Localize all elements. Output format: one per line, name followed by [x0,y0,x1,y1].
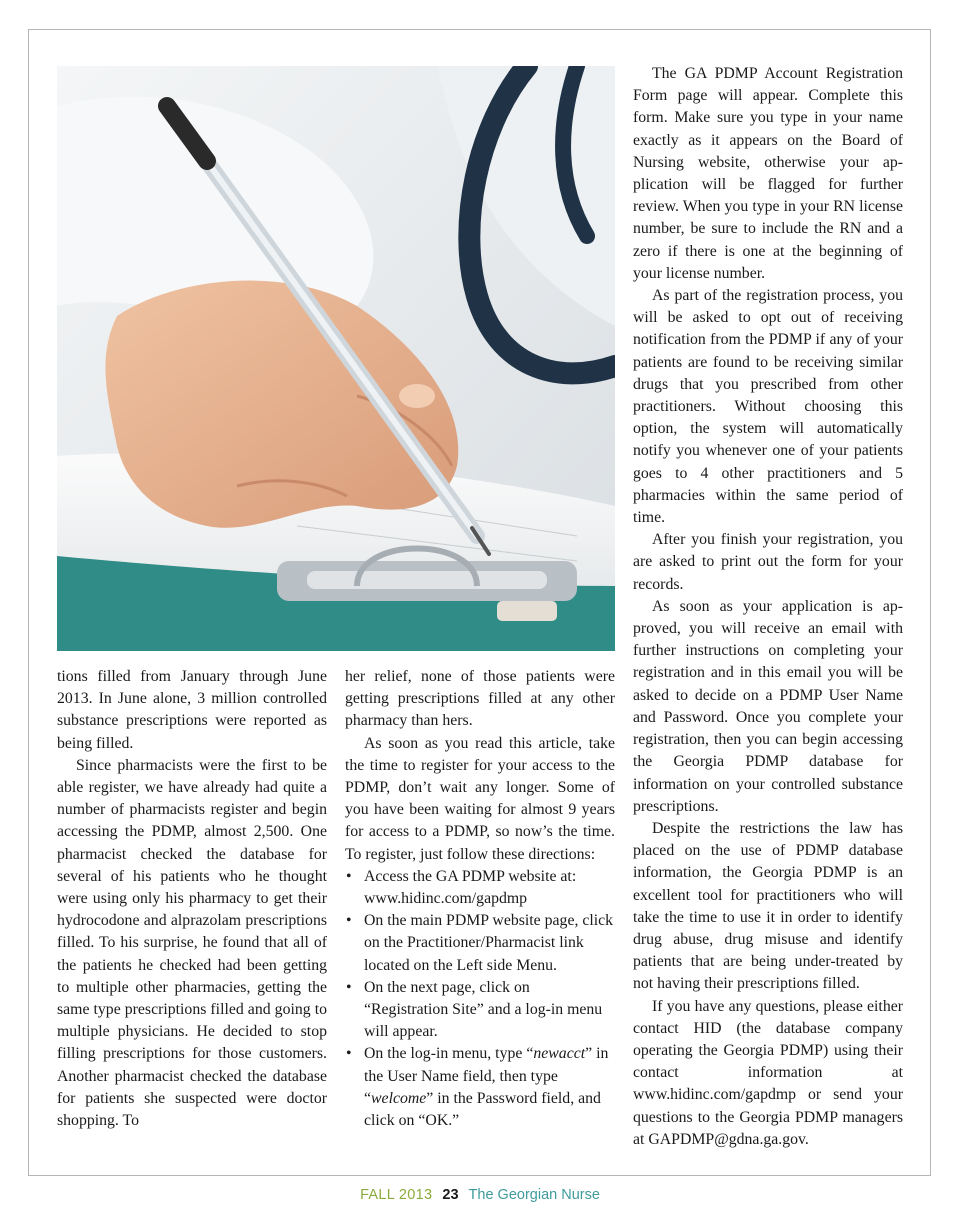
prescription-writing-photo [57,66,615,651]
magazine-title: The Georgian Nurse [468,1187,600,1203]
body-paragraph: As soon as your application is approved, you will receive an email with further instructions on completing your registration and in this email you will be asked to decide on a PDMP User Name and Password. Once you complete your registration, then you can begin accessing the Georgia PDMP database for information on your controlled substance prescriptions. [633,597,903,815]
body-paragraph: Since pharmacists were the first to be able register, we have already had quite a number of pharmacists register and begin accessing the PDMP, almost 2,500. One pharmacist checked the database for several of his patients who he thought were using only his pharmacy to get their hydrocodone and alprazolam prescriptions filled. To his surprise, he found that all of the patients he checked had been getting to multiple other pharmacies, getting the same type prescriptions filled and going to multiple physicians. He decided to stop filling prescriptions for those customers. Another pharmacist checked the database for patients she suspected were doctor shopping. To [57,756,327,1130]
column-left [57,666,327,1132]
body-paragraph: If you have any questions, please either contact HID (the database company operating the Georgia PDMP) using their contact information at www.hidinc.com/gapdmp or send your questions to the Georgia PDMP managers at GAPDMP@gdna.ga.gov. [633,997,903,1148]
list-item-text: Access the GA PDMP website at: www.hidinc.com/gapdmp [364,867,577,908]
list-item-text-mid: ” in the User Name field, then type “ [364,1045,609,1107]
column-middle [345,666,615,1132]
list-item [345,977,615,1044]
page-footer [0,1187,960,1203]
list-item-text-pre: On the log-in menu, type “ [364,1045,534,1063]
username-value: newacct [533,1045,586,1063]
column-right [633,63,903,1151]
page-number: 23 [442,1187,459,1203]
list-item-text-post: ” in the Password field, and click on “OK.” [364,1089,601,1130]
body-paragraph: After you finish your registration, you are asked to print out the form for your records. [633,531,903,593]
password-value: welcome [371,1089,427,1107]
issue-season: FALL 2013 [360,1187,433,1203]
list-item-text: On the main PDMP website page, click on the Practitioner/Pharmacist link located on the Left side Menu. [364,912,614,974]
list-item [345,1043,615,1132]
body-paragraph: her relief, none of those patients were getting prescriptions filled at any other pharmacy than hers. [345,668,615,730]
body-paragraph: As soon as you read this article, take the time to register for your access to the PDMP, don’t wait any longer. Some of you have been waiting for almost 9 years for access to a PDMP, so now’s the time. To register, just follow these directions: [345,734,615,863]
body-paragraph: tions filled from January through June 2013. In June alone, 3 million controlled substance prescriptions were reported as being filled. [57,668,327,752]
bullet-icon: • [346,1045,352,1063]
body-paragraph: The GA PDMP Account Registration Form page will appear. Complete this form. Make sure you type in your name exactly as it appears on the Board of Nursing website, otherwise your application will be flagged for further review. When you type in your RN license number, be sure to include the RN and a zero if there is one at the beginning of your license number. [633,65,903,282]
registration-steps-list [345,866,615,1132]
body-paragraph: As part of the registration process, you will be asked to opt out of receiving notification from the PDMP if any of your patients are found to be receiving similar drugs that you prescribed from other practitioners. Without choosing this option, the system will automatically notify you whenever one of your patients goes to 4 other practitioners and 5 pharmacies within the same period of time. [633,287,903,527]
list-item [345,866,615,910]
list-item [345,910,615,977]
body-paragraph: Despite the restrictions the law has placed on the use of PDMP database information, the Georgia PDMP is an excellent tool for practitioners who will take the time to use it in order to identify drug abuse, drug misuse and identify patients that are being under-treated by not having their prescriptions filled. [633,819,903,993]
bullet-icon: • [346,867,352,885]
bullet-icon: • [346,912,352,930]
bullet-icon: • [346,978,352,996]
list-item-text: On the next page, click on “Registration Site” and a log-in menu will appear. [364,978,603,1041]
